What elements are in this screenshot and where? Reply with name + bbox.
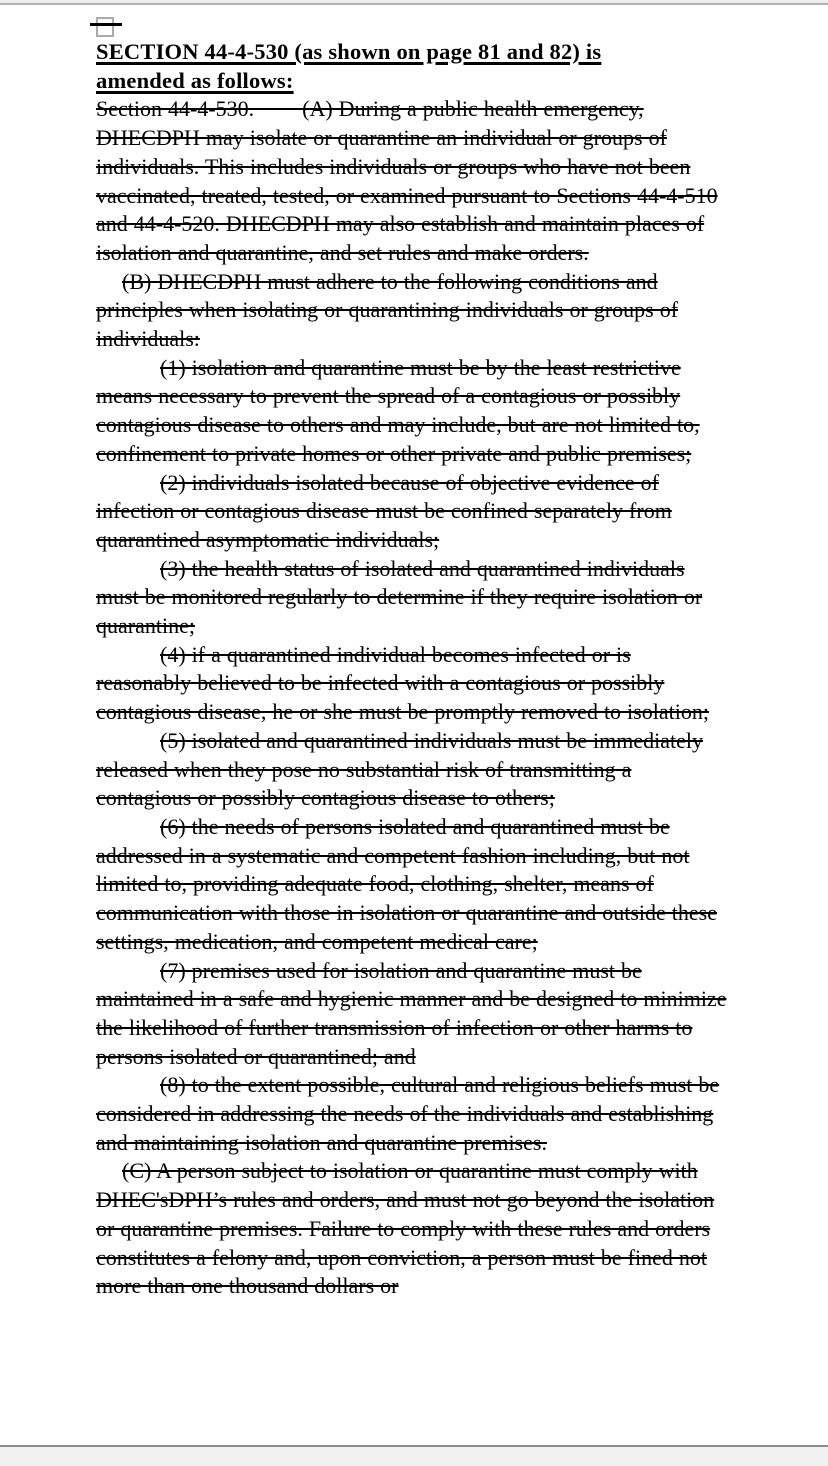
paragraph-item-3: (3) the health status of isolated and quarantined individuals must be monitored regularly to determine if they require isolation or quarantine; — [96, 555, 703, 639]
top-chrome-edge — [0, 0, 828, 5]
paragraph-b: (B) DHECDPH must adhere to the following conditions and principles when isolating or quarantining individuals or groups of individuals: — [96, 268, 679, 352]
paragraph-item-5: (5) isolated and quarantined individuals must be immediately released when they pose no substantial risk of transmitting a contagious or possibly contagious disease to others; — [96, 727, 703, 811]
section-heading-line-2: amended as follows: — [96, 67, 294, 93]
paragraph-a: Section 44-4-530. (A) During a public health emergency, DHECDPH may isolate or quarantine an individual or groups of individuals. This includes individuals or groups who have not been vaccinated, treated, tested, or examined pursuant to Sections 44-4-510 and 44-4-520. DHECDPH may also establish and maintain places of isolation and quarantine, and set rules and make orders. — [96, 96, 718, 265]
document-page[interactable] — [96, 0, 730, 1301]
missing-glyph-box-icon — [96, 17, 114, 37]
paragraph-item-7: (7) premises used for isolation and quarantine must be maintained in a safe and hygienic manner and be designed to minimize the likelihood of further transmission of infection or other harms to persons isolated or quarantined; and — [96, 957, 727, 1069]
section-heading — [96, 38, 730, 95]
paragraph-item-2: (2) individuals isolated because of objective evidence of infection or contagious disease must be confined separately from quarantined asymptomatic individuals; — [96, 469, 672, 552]
paragraph-c: (C) A person subject to isolation or quarantine must comply with DHEC'sDPH’s rules and orders, and must not go beyond the isolation or quarantine premises. Failure to comply with these rules and orders constitutes a felony and, upon conviction, a person must be fined not more than one thousand dollars or — [96, 1158, 715, 1299]
paragraph-item-1: (1) isolation and quarantine must be by the least restrictive means necessary to prevent the spread of a contagious or possibly contagious disease to others and may include, but are not limited to, confinement to private homes or other private and public premises; — [96, 354, 700, 466]
strikethrough-mark — [90, 23, 122, 26]
section-heading-line-1: SECTION 44-4-530 (as shown on page 81 and 82) is — [96, 39, 602, 64]
paragraph-item-8: (8) to the extent possible, cultural and religious beliefs must be considered in addressing the needs of the individuals and establishing and maintaining isolation and quarantine premises. — [96, 1072, 720, 1155]
paragraph-item-6: (6) the needs of persons isolated and quarantined must be addressed in a systematic and competent fashion including, but not limited to, providing adequate food, clothing, shelter, means of communication with those in isolation or quarantine and outside these settings, medication, and competent medical care; — [96, 813, 717, 954]
bottom-scrollbar-track[interactable] — [0, 1445, 828, 1466]
deleted-marker-row — [96, 16, 730, 38]
paragraph-item-4: (4) if a quarantined individual becomes infected or is reasonably believed to be infected with a contagious or possibly contagious disease, he or she must be promptly removed to isolation; — [96, 641, 709, 725]
